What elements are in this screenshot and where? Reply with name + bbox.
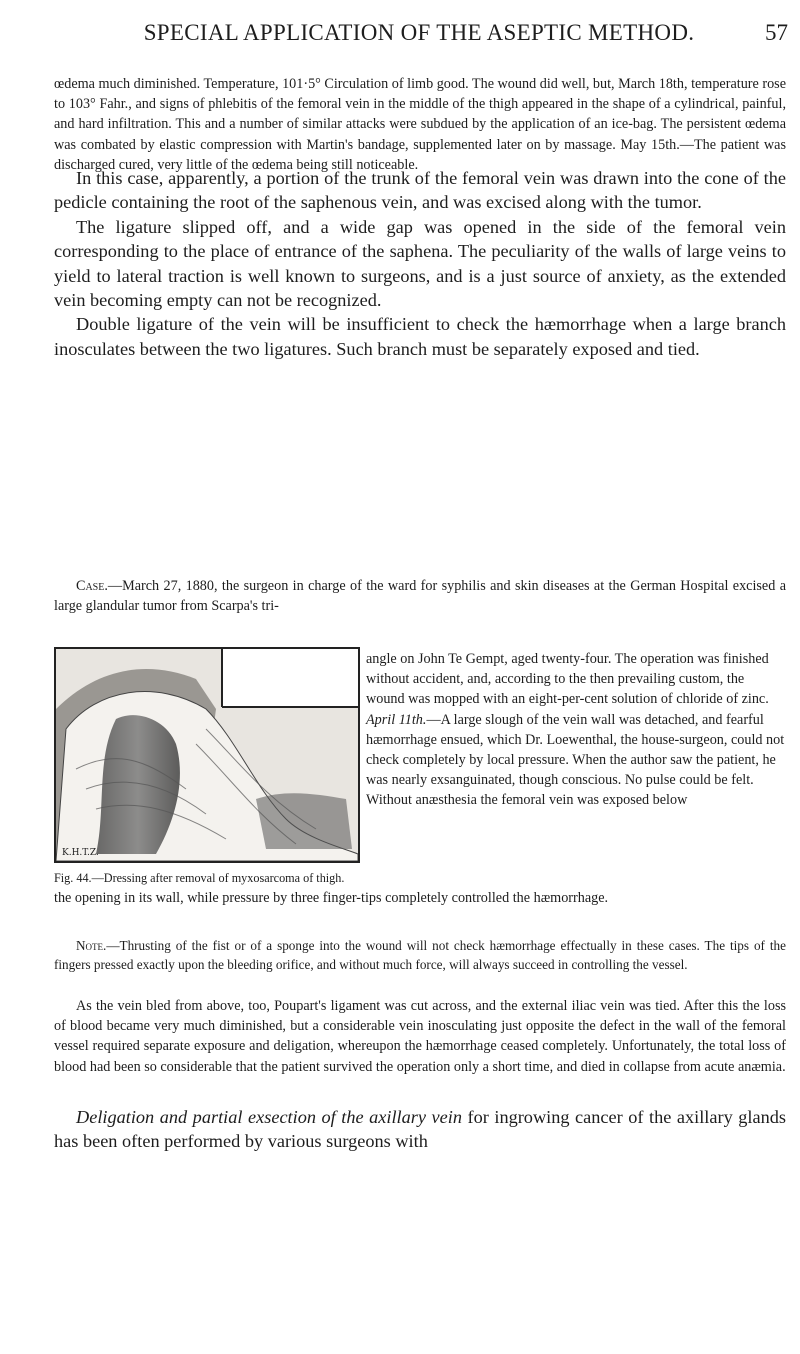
case-continuation-text: œdema much diminished. Temperature, 101·5° Circulation of limb good. The wound did well, but, March 18th, temperature rose to 103° Fahr., and signs of phlebitis of the femoral vein in the middle of the thigh appeared in the shape of a cylindrical, painful, and hard infiltration. This and a number of similar attacks were subdued by the application of an ice-bag. The persistent œdema was combated by elastic compression with Martin's bandage, supplemented later on by massage. May 15th.—The patient was discharged cured, very little of the œdema being still noticeable. — [54, 76, 786, 173]
case-paragraph-start — [54, 576, 786, 616]
axillary-italic-heading: Deligation and partial exsection of the axillary vein — [76, 1107, 462, 1127]
axillary-paragraph — [54, 1105, 786, 1154]
figure-artist-mark: K.H.T.Z. — [62, 848, 99, 858]
outcome-paragraph — [54, 996, 786, 1077]
case-date: April 11th. — [366, 711, 427, 728]
case-intro-text: —March 27, 1880, the surgeon in charge of the ward for syphilis and skin diseases at the German Hospital excised a large glandular tumor from Scarpa's tri- — [54, 578, 786, 615]
case-continued-text: —A large slough of the vein wall was detached, and fearful hæmorrhage ensued, which Dr. Loewenthal, the house-surgeon, could not check completely by local pressure. When the author saw the patient, he was nearly exsanguinated, though conscious. No pulse could be felt. Without anæsthesia the femoral vein was exposed below — [366, 711, 785, 809]
thigh-dressing-drawing — [56, 649, 358, 861]
axillary-text: for ingrowing cancer of the axillary glands has been often performed by various surgeons with — [54, 1107, 786, 1152]
case-paragraph-end — [54, 888, 786, 908]
discussion-paragraph-2: The ligature slipped off, and a wide gap was opened in the side of the femoral vein corresponding to the place of entrance of the saphena. The peculiarity of the walls of large veins to yield to lateral traction is well known to surgeons, and is a just source of anxiety, as the extended vein becoming empty can not be recognized. — [54, 216, 786, 311]
note-paragraph — [54, 937, 786, 975]
running-header — [60, 20, 788, 56]
main-discussion — [54, 166, 786, 361]
case-middle-text: angle on John Te Gempt, aged twenty-four. The operation was finished without accident, and, according to the then prevailing custom, the wound was mopped with an eight-per-cent solution of chloride of zinc. — [366, 651, 769, 708]
discussion-paragraph-3: Double ligature of the vein will be insufficient to check the hæmorrhage when a large branch inosculates between the two ligatures. Such branch must be separately exposed and tied. — [54, 314, 786, 359]
running-title: SPECIAL APPLICATION OF THE ASEPTIC METHOD. — [143, 20, 695, 45]
discussion-paragraph-1: In this case, apparently, a portion of the trunk of the femoral vein was drawn into the cone of the pedicle containing the root of the saphenous vein, and was excised along with the tumor. — [54, 168, 786, 213]
case-label: Case. — [76, 578, 108, 594]
figure-44-caption: Fig. 44.—Dressing after removal of myxosarcoma of thigh. — [54, 871, 345, 885]
figure-44-illustration — [54, 647, 360, 863]
page-number: 57 — [765, 20, 788, 45]
case-paragraph-wrapped — [366, 649, 786, 811]
case-continuation-paragraph — [54, 74, 786, 175]
outcome-text: As the vein bled from above, too, Poupart's ligament was cut across, and the external iliac vein was tied. After this the loss of blood became very much diminished, but a considerable vein inosculating just opposite the defect in the wall of the femoral vessel required separate exposure and deligation, whereupon the hæmorrhage ceased completely. Unfortunately, the total loss of blood had been so considerable that the patient survived the operation only a short time, and died in collapse from acute anæmia. — [54, 998, 786, 1075]
case-end-text: the opening in its wall, while pressure by three finger-tips completely controlled the hæmorrhage. — [54, 890, 609, 906]
note-text: —Thrusting of the fist or of a sponge into the wound will not check hæmorrhage effectually in these cases. The tips of the fingers pressed exactly upon the bleeding orifice, and without much force, will always succeed in controlling the vessel. — [54, 938, 786, 972]
note-label: Note. — [76, 938, 107, 953]
